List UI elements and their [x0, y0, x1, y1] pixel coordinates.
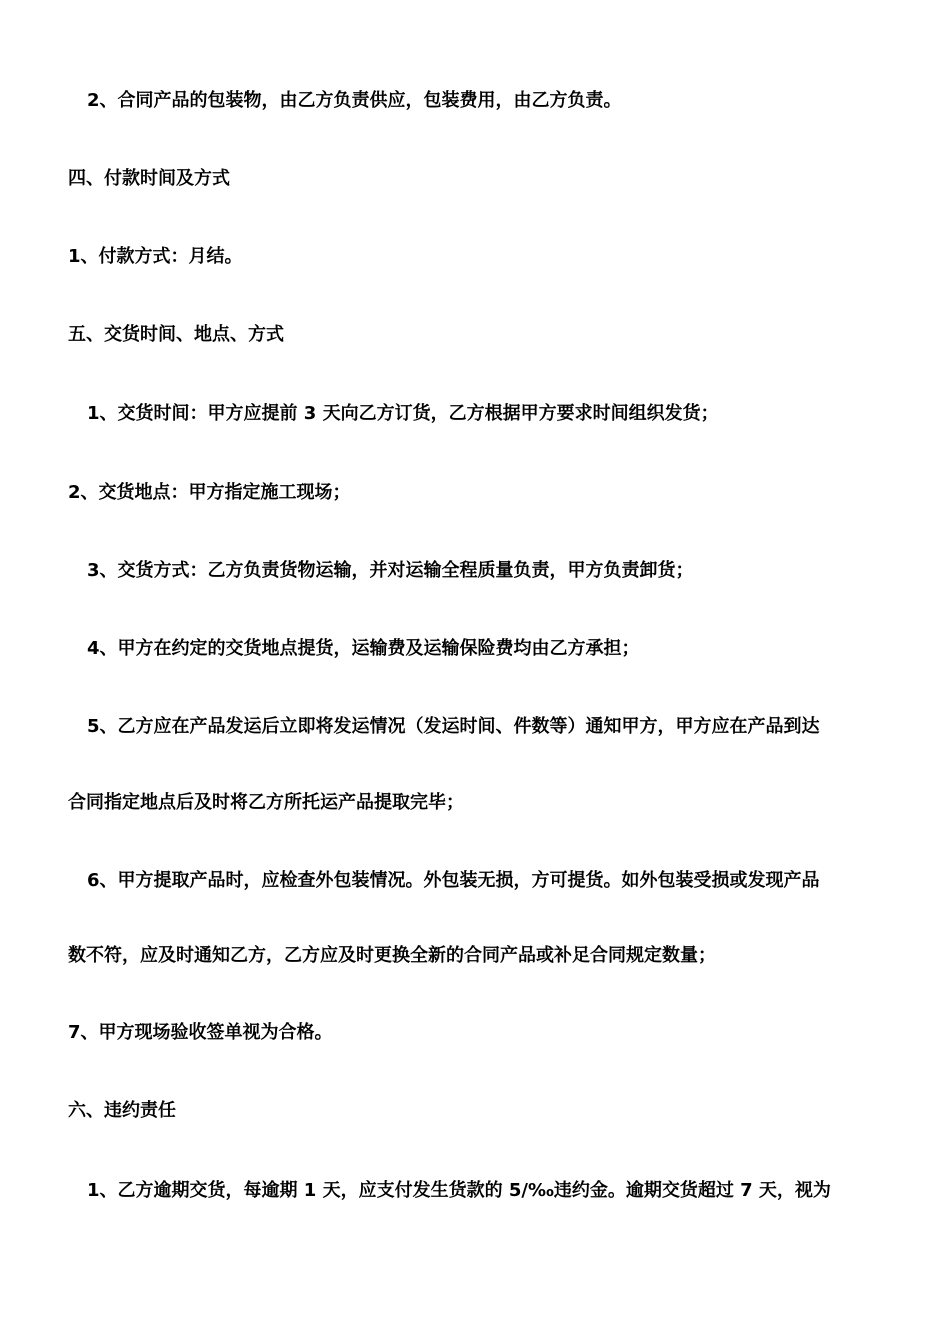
- clause-late-delivery: 1、乙方逾期交货，每逾期 1 天，应支付发生货款的 5/‰违约金。逾期交货超过 7 天，视为: [87, 1180, 831, 1201]
- clause-payment-method: 1、付款方式：月结。: [68, 246, 243, 267]
- clause-shipment-notice: 5、乙方应在产品发运后立即将发运情况（发运时间、件数等）通知甲方，甲方应在产品到达: [87, 716, 820, 737]
- clause-pickup-costs: 4、甲方在约定的交货地点提货，运输费及运输保险费均由乙方承担；: [87, 638, 640, 659]
- section-heading-liability: 六、违约责任: [68, 1100, 176, 1121]
- clause-shipment-notice-cont: 合同指定地点后及时将乙方所托运产品提取完毕；: [68, 792, 464, 813]
- clause-inspection-cont: 数不符，应及时通知乙方，乙方应及时更换全新的合同产品或补足合同规定数量；: [68, 945, 716, 966]
- clause-delivery-location: 2、交货地点：甲方指定施工现场；: [68, 482, 351, 503]
- section-heading-delivery: 五、交货时间、地点、方式: [68, 324, 284, 345]
- section-heading-payment: 四、付款时间及方式: [68, 168, 230, 189]
- clause-acceptance: 7、甲方现场验收签单视为合格。: [68, 1022, 333, 1043]
- clause-packaging: 2、合同产品的包装物，由乙方负责供应，包装费用，由乙方负责。: [87, 90, 622, 111]
- clause-delivery-time: 1、交货时间：甲方应提前 3 天向乙方订货，乙方根据甲方要求时间组织发货；: [87, 403, 719, 424]
- clause-inspection: 6、甲方提取产品时，应检查外包装情况。外包装无损，方可提货。如外包装受损或发现产品: [87, 870, 820, 891]
- clause-delivery-method: 3、交货方式：乙方负责货物运输，并对运输全程质量负责，甲方负责卸货；: [87, 560, 694, 581]
